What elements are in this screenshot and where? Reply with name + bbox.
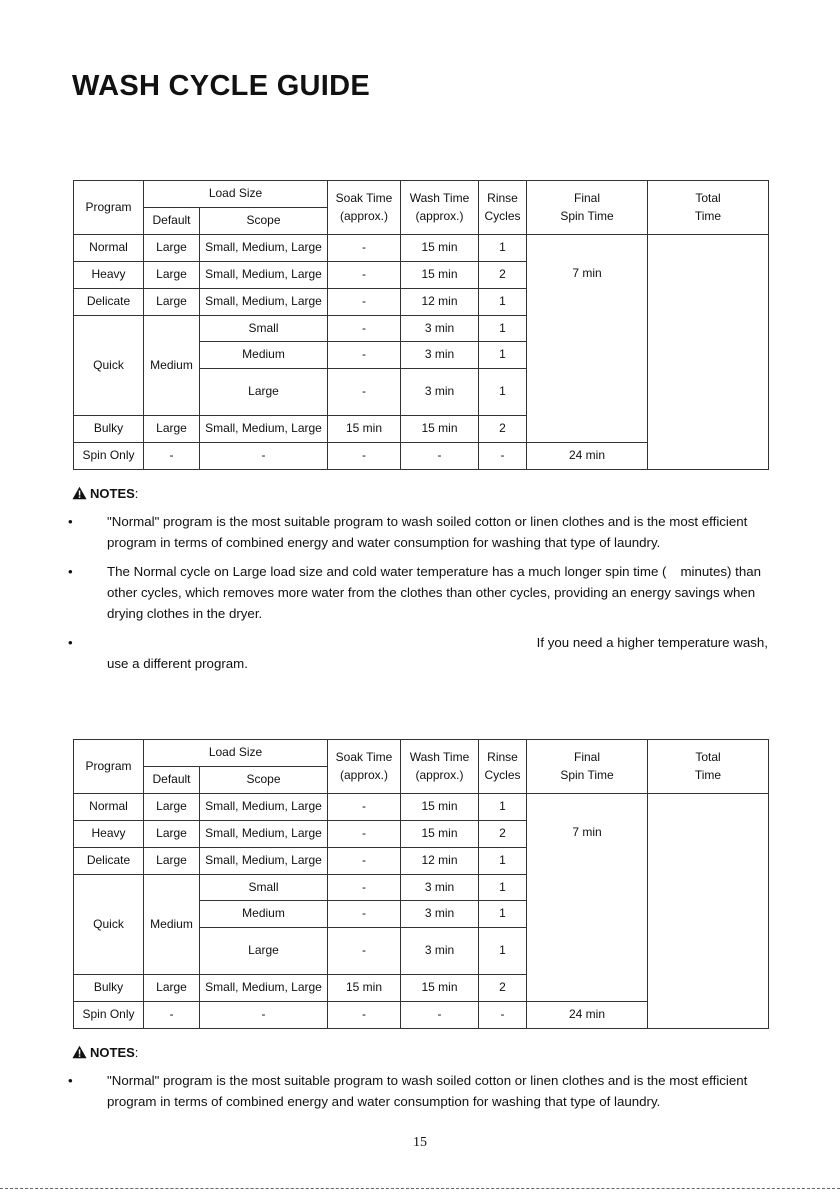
cell-wash: 15 min — [401, 975, 479, 1002]
cell-rinse: 2 — [479, 262, 527, 289]
cell-program: Normal — [74, 794, 144, 821]
cell-program: Spin Only — [74, 443, 144, 470]
cell-scope: Small — [200, 316, 328, 342]
cell-wash: 15 min — [401, 794, 479, 821]
cell-soak: - — [328, 848, 401, 875]
cell-program: Bulky — [74, 975, 144, 1002]
cell-default: - — [144, 443, 200, 470]
cell-total-time — [648, 794, 769, 1029]
header-rinse-cycles: Rinse Cycles — [479, 740, 527, 794]
cell-scope: Large — [200, 369, 328, 416]
header-total-time: Total Time — [648, 740, 769, 794]
cell-scope: Small, Medium, Large — [200, 848, 328, 875]
header-total-time: Total Time — [648, 181, 769, 235]
cell-wash: 15 min — [401, 416, 479, 443]
cell-default: Large — [144, 794, 200, 821]
page-title: WASH CYCLE GUIDE — [72, 70, 371, 102]
cell-soak: - — [328, 316, 401, 342]
cell-rinse: 1 — [479, 342, 527, 369]
cell-total-time — [648, 235, 769, 470]
header-load-size: Load Size — [144, 740, 328, 767]
cell-scope: - — [200, 1002, 328, 1029]
header-rinse-cycles: Rinse Cycles — [479, 181, 527, 235]
cell-rinse: 1 — [479, 875, 527, 901]
cell-rinse: 1 — [479, 235, 527, 262]
note-item: • If you need a higher temperature wash, use a different program. — [68, 635, 768, 671]
cell-final-spin-shared: 7 min — [527, 235, 648, 443]
cell-scope: Small, Medium, Large — [200, 821, 328, 848]
cell-rinse: 1 — [479, 316, 527, 342]
cell-soak: - — [328, 235, 401, 262]
bottom-rule — [0, 1188, 840, 1190]
warning-icon — [72, 1045, 87, 1062]
cell-wash: 12 min — [401, 848, 479, 875]
header-final-spin-time: Final Spin Time — [527, 740, 648, 794]
header-wash-time: Wash Time (approx.) — [401, 740, 479, 794]
cell-wash: 15 min — [401, 262, 479, 289]
header-load-size: Load Size — [144, 181, 328, 208]
cell-default: Large — [144, 975, 200, 1002]
header-program: Program — [74, 740, 144, 794]
cell-default: - — [144, 1002, 200, 1029]
header-final-spin-time: Final Spin Time — [527, 181, 648, 235]
cell-wash: 3 min — [401, 928, 479, 975]
cell-soak: - — [328, 262, 401, 289]
cell-program: Quick — [74, 316, 144, 416]
cell-wash: 3 min — [401, 316, 479, 342]
notes-heading: NOTES: — [72, 1045, 138, 1062]
wash-cycle-table-duplicate — [73, 739, 769, 1029]
note-item: • "Normal" program is the most suitable program to wash soiled cotton or linen clothes and is the most efficient program in terms of combined energy and water consumption for washing that type of laundry. — [68, 1073, 748, 1109]
table-row — [74, 794, 769, 821]
cell-rinse: 1 — [479, 794, 527, 821]
cell-program: Delicate — [74, 848, 144, 875]
cell-scope: Small, Medium, Large — [200, 262, 328, 289]
note-item: • The Normal cycle on Large load size and cold water temperature has a much longer spin time ( minutes) than other cycles, which removes more water from the clothes than other cycles, providing an energy savings when drying clothes in the dryer. — [68, 564, 762, 621]
cell-soak: - — [328, 1002, 401, 1029]
header-soak-time: Soak Time (approx.) — [328, 740, 401, 794]
cell-wash: 3 min — [401, 342, 479, 369]
cell-soak: - — [328, 901, 401, 928]
cell-default: Medium — [144, 316, 200, 416]
cell-soak: - — [328, 821, 401, 848]
cell-wash: 15 min — [401, 821, 479, 848]
cell-wash: 12 min — [401, 289, 479, 316]
cell-soak: - — [328, 443, 401, 470]
cell-default: Large — [144, 262, 200, 289]
cell-program: Delicate — [74, 289, 144, 316]
cell-soak: - — [328, 289, 401, 316]
header-soak-time: Soak Time (approx.) — [328, 181, 401, 235]
warning-icon — [72, 486, 87, 503]
cell-rinse: 2 — [479, 821, 527, 848]
cell-scope: Small, Medium, Large — [200, 975, 328, 1002]
cell-scope: Small, Medium, Large — [200, 416, 328, 443]
cell-default: Large — [144, 289, 200, 316]
cell-default: Medium — [144, 875, 200, 975]
cell-soak: - — [328, 928, 401, 975]
cell-rinse: 1 — [479, 369, 527, 416]
cell-rinse: 1 — [479, 289, 527, 316]
wash-cycle-table — [73, 180, 769, 470]
cell-scope: Medium — [200, 342, 328, 369]
cell-rinse: - — [479, 1002, 527, 1029]
cell-scope: Small, Medium, Large — [200, 235, 328, 262]
cell-scope: Small — [200, 875, 328, 901]
cell-soak: - — [328, 369, 401, 416]
cell-wash: 3 min — [401, 369, 479, 416]
cell-rinse: 1 — [479, 848, 527, 875]
cell-scope: - — [200, 443, 328, 470]
cell-scope: Large — [200, 928, 328, 975]
cell-program: Spin Only — [74, 1002, 144, 1029]
header-scope: Scope — [200, 767, 328, 794]
header-default: Default — [144, 208, 200, 235]
cell-wash: 3 min — [401, 875, 479, 901]
cell-soak: - — [328, 794, 401, 821]
header-wash-time: Wash Time (approx.) — [401, 181, 479, 235]
cell-program: Heavy — [74, 262, 144, 289]
cell-rinse: 1 — [479, 928, 527, 975]
cell-soak: 15 min — [328, 975, 401, 1002]
cell-wash: - — [401, 1002, 479, 1029]
cell-default: Large — [144, 416, 200, 443]
cell-final-spin-shared: 7 min — [527, 794, 648, 1002]
cell-rinse: 2 — [479, 975, 527, 1002]
header-program: Program — [74, 181, 144, 235]
table-row — [74, 235, 769, 262]
cell-final-spin: 24 min — [527, 443, 648, 470]
cell-program: Heavy — [74, 821, 144, 848]
cell-program: Normal — [74, 235, 144, 262]
cell-wash: 3 min — [401, 901, 479, 928]
cell-program: Quick — [74, 875, 144, 975]
cell-default: Large — [144, 848, 200, 875]
cell-soak: 15 min — [328, 416, 401, 443]
header-default: Default — [144, 767, 200, 794]
cell-soak: - — [328, 875, 401, 901]
cell-soak: - — [328, 342, 401, 369]
cell-final-spin: 24 min — [527, 1002, 648, 1029]
cell-rinse: 2 — [479, 416, 527, 443]
cell-rinse: - — [479, 443, 527, 470]
cell-rinse: 1 — [479, 901, 527, 928]
notes-heading: NOTES: — [72, 486, 138, 503]
cell-wash: - — [401, 443, 479, 470]
cell-scope: Medium — [200, 901, 328, 928]
note-item: • "Normal" program is the most suitable program to wash soiled cotton or linen clothes and is the most efficient program in terms of combined energy and water consumption for washing that type of laundry. — [68, 514, 748, 550]
cell-default: Large — [144, 235, 200, 262]
cell-program: Bulky — [74, 416, 144, 443]
header-scope: Scope — [200, 208, 328, 235]
cell-scope: Small, Medium, Large — [200, 289, 328, 316]
cell-scope: Small, Medium, Large — [200, 794, 328, 821]
cell-wash: 15 min — [401, 235, 479, 262]
cell-default: Large — [144, 821, 200, 848]
page-number: 15 — [413, 1135, 427, 1150]
